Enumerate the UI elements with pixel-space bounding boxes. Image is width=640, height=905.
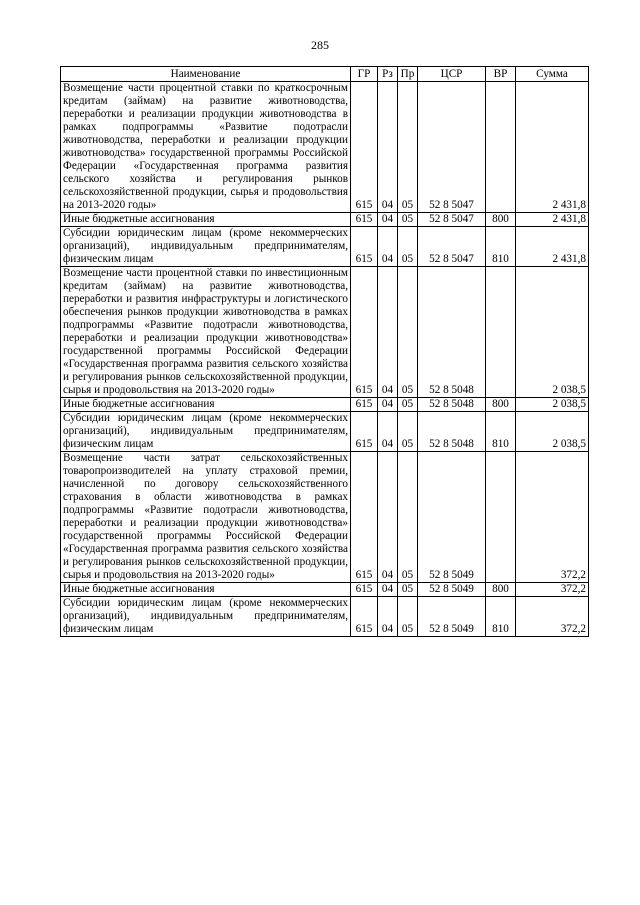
table-row <box>61 452 589 583</box>
row-gr: 615 <box>351 452 378 583</box>
row-name: Субсидии юридическим лицам (кроме некоммерческих организаций), индивидуальным предпринимателям, физическим лицам <box>61 412 351 452</box>
row-pr: 05 <box>398 583 418 597</box>
row-sum: 2 431,8 <box>516 227 589 267</box>
header-name: Наименование <box>61 67 351 82</box>
row-pr: 05 <box>398 398 418 412</box>
budget-table <box>60 66 589 637</box>
row-name: Возмещение части затрат сельскохозяйственных товаропроизводителей на уплату страховой премии, начисленной по договору сельскохозяйственного страхования в области животноводства в рамках подпрограммы «Развитие подотрасли животноводства, переработки и реализации продукции животноводства» государственной программы Российской Федерации «Государственная программа развития сельского хозяйства и регулирования рынков сельскохозяйственной продукции, сырья и продовольствия на 2013-2020 годы» <box>61 452 351 583</box>
header-pr: Пр <box>398 67 418 82</box>
row-csr: 52 8 5049 <box>418 452 486 583</box>
row-csr: 52 8 5049 <box>418 583 486 597</box>
row-vr: 800 <box>486 398 516 412</box>
row-gr: 615 <box>351 267 378 398</box>
header-sum: Сумма <box>516 67 589 82</box>
table-row <box>61 227 589 267</box>
table-row <box>61 398 589 412</box>
table-row <box>61 412 589 452</box>
table-row <box>61 82 589 213</box>
row-name: Иные бюджетные ассигнования <box>61 213 351 227</box>
table-row <box>61 213 589 227</box>
row-vr <box>486 82 516 213</box>
row-vr: 810 <box>486 227 516 267</box>
row-csr: 52 8 5047 <box>418 227 486 267</box>
row-gr: 615 <box>351 227 378 267</box>
row-rz: 04 <box>378 412 398 452</box>
row-pr: 05 <box>398 213 418 227</box>
row-rz: 04 <box>378 452 398 583</box>
row-rz: 04 <box>378 213 398 227</box>
row-sum: 2 431,8 <box>516 82 589 213</box>
row-rz: 04 <box>378 227 398 267</box>
row-csr: 52 8 5047 <box>418 82 486 213</box>
row-csr: 52 8 5048 <box>418 398 486 412</box>
row-pr: 05 <box>398 267 418 398</box>
row-sum: 2 038,5 <box>516 412 589 452</box>
row-vr <box>486 267 516 398</box>
header-vr: ВР <box>486 67 516 82</box>
row-sum: 372,2 <box>516 452 589 583</box>
row-name: Субсидии юридическим лицам (кроме некоммерческих организаций), индивидуальным предпринимателям, физическим лицам <box>61 597 351 637</box>
row-pr: 05 <box>398 452 418 583</box>
row-csr: 52 8 5048 <box>418 412 486 452</box>
row-gr: 615 <box>351 597 378 637</box>
row-vr: 800 <box>486 213 516 227</box>
row-csr: 52 8 5047 <box>418 213 486 227</box>
header-gr: ГР <box>351 67 378 82</box>
table-row <box>61 583 589 597</box>
row-rz: 04 <box>378 267 398 398</box>
row-sum: 2 038,5 <box>516 267 589 398</box>
row-name: Субсидии юридическим лицам (кроме некоммерческих организаций), индивидуальным предпринимателям, физическим лицам <box>61 227 351 267</box>
row-pr: 05 <box>398 227 418 267</box>
row-sum: 372,2 <box>516 583 589 597</box>
row-pr: 05 <box>398 412 418 452</box>
table-row <box>61 267 589 398</box>
page-number: 285 <box>311 38 329 52</box>
row-name: Возмещение части процентной ставки по инвестиционным кредитам (займам) на развитие животноводства, переработки и развития инфраструктуры и логистического обеспечения рынков продукции животноводства в рамках подпрограммы «Развитие подотрасли животноводства, переработки и реализации продукции животноводства» государственной программы Российской Федерации «Государственная программа развития сельского хозяйства и регулирования рынков сельскохозяйственной продукции, сырья и продовольствия на 2013-2020 годы» <box>61 267 351 398</box>
row-name: Иные бюджетные ассигнования <box>61 398 351 412</box>
row-vr: 800 <box>486 583 516 597</box>
row-gr: 615 <box>351 82 378 213</box>
row-gr: 615 <box>351 398 378 412</box>
row-vr: 810 <box>486 597 516 637</box>
row-csr: 52 8 5049 <box>418 597 486 637</box>
row-rz: 04 <box>378 82 398 213</box>
row-gr: 615 <box>351 213 378 227</box>
row-sum: 2 038,5 <box>516 398 589 412</box>
row-gr: 615 <box>351 412 378 452</box>
table-header-row <box>61 67 589 82</box>
header-rz: Рз <box>378 67 398 82</box>
row-csr: 52 8 5048 <box>418 267 486 398</box>
row-name: Возмещение части процентной ставки по краткосрочным кредитам (займам) на развитие животноводства, переработки и реализации продукции животноводства в рамках подпрограммы «Развитие подотрасли животноводства, переработки и реализации продукции животноводства» государственной программы Российской Федерации «Государственная программа развития сельского хозяйства и регулирования рынков сельскохозяйственной продукции, сырья и продовольствия на 2013-2020 годы» <box>61 82 351 213</box>
row-sum: 2 431,8 <box>516 213 589 227</box>
row-rz: 04 <box>378 583 398 597</box>
row-sum: 372,2 <box>516 597 589 637</box>
row-rz: 04 <box>378 597 398 637</box>
row-vr: 810 <box>486 412 516 452</box>
header-csr: ЦСР <box>418 67 486 82</box>
row-vr <box>486 452 516 583</box>
row-pr: 05 <box>398 597 418 637</box>
row-pr: 05 <box>398 82 418 213</box>
row-name: Иные бюджетные ассигнования <box>61 583 351 597</box>
row-gr: 615 <box>351 583 378 597</box>
table-row <box>61 597 589 637</box>
row-rz: 04 <box>378 398 398 412</box>
